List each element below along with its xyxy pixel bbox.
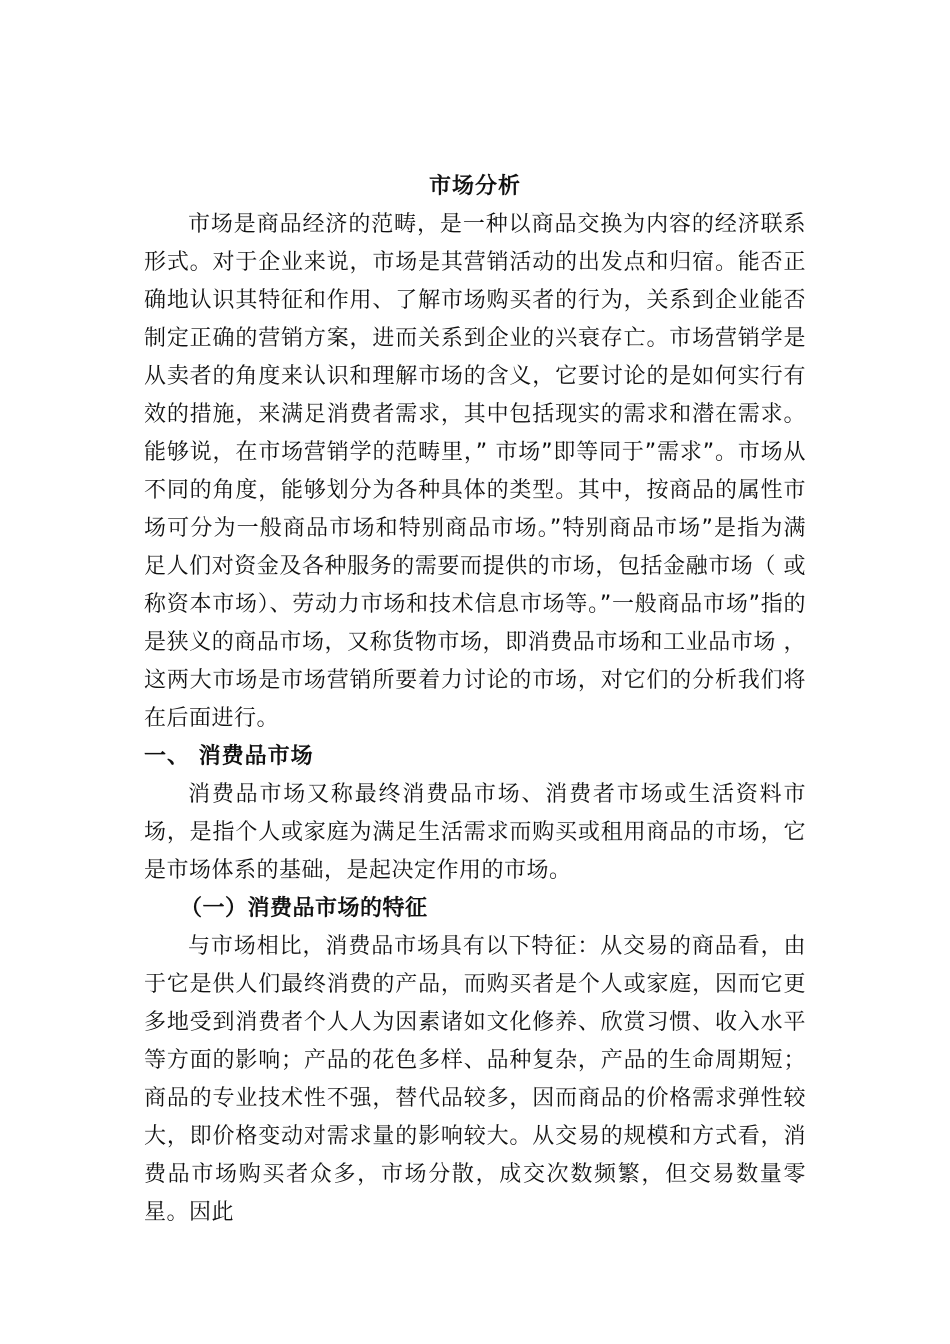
- section-heading-consumer-market: 一、 消费品市场: [144, 744, 314, 769]
- intro-paragraph: 市场是商品经济的范畴，是一种以商品交换为内容的经济联系形式。对于企业来说，市场是其营销活动的出发点和归宿。能否正确地认识其特征和作用、了解市场购买者的行为，关系到企业能否制定正确的营销方案，进而关系到企业的兴衰存亡。市场营销学是从卖者的角度来认识和理解市场的含义，它要讨论的是如何实行有效的措施，来满足消费者需求，其中包括现实的需求和潜在需求。能够说，在市场营销学的范畴里，” 市场”即等同于”需求”。市场从不同的角度，能够划分为各种具体的类型。其中，按商品的属性市场可分为一般商品市场和特别商品市场。”特别商品市场”是指为满足人们对资金及各种服务的需要而提供的市场，包括金融市场（ 或称资本市场）、劳动力市场和技术信息市场等。”一般商品市场”指的是狭义的商品市场，又称货物市场，即消费品市场和工业品市场 ，这两大市场是市场营销所要着力讨论的市场，对它们的分析我们将在后面进行。: [144, 212, 806, 731]
- features-paragraph: 与市场相比，消费品市场具有以下特征：从交易的商品看，由于它是供人们最终消费的产品，而购买者是个人或家庭，因而它更多地受到消费者个人人为因素诸如文化修养、欣赏习惯、收入水平等方面的影响；产品的花色多样、品种复杂，产品的生命周期短；商品的专业技术性不强，替代品较多，因而商品的价格需求弹性较大，即价格变动对需求量的影响较大。从交易的规模和方式看，消费品市场购买者众多，市场分散，成交次数频繁，但交易数量零星。因此: [144, 934, 806, 1225]
- document-title: 市场分析: [428, 174, 521, 199]
- subsection-heading-features: （一）消费品市场的特征: [180, 896, 428, 921]
- consumer-market-paragraph: 消费品市场又称最终消费品市场、消费者市场或生活资料市场，是指个人或家庭为满足生活需求而购买或租用商品的市场，它是市场体系的基础，是起决定作用的市场。: [144, 782, 806, 883]
- document-body: [144, 168, 806, 1232]
